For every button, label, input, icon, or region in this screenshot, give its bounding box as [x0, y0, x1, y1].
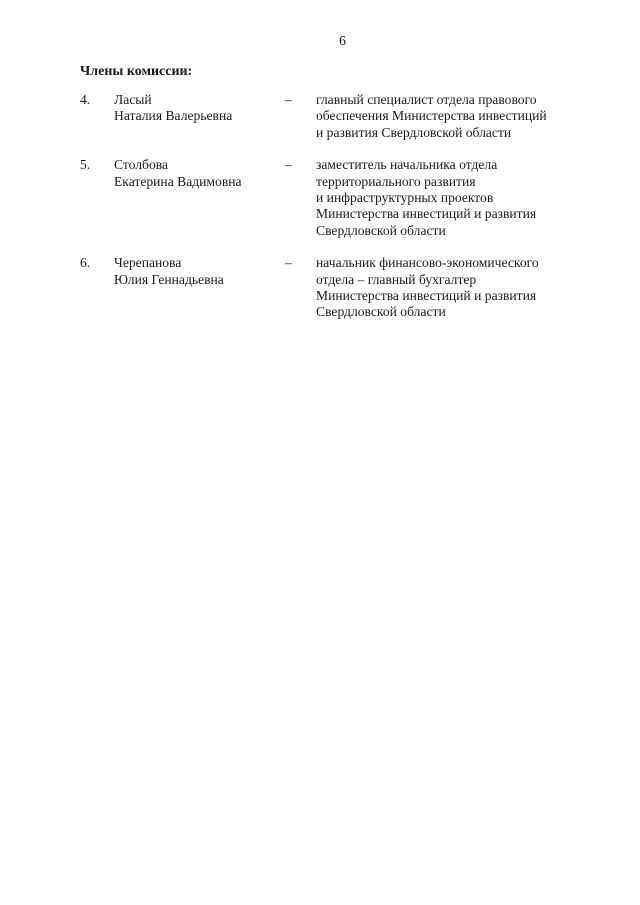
- page-number: 6: [339, 34, 346, 49]
- position-line: Свердловской области: [316, 304, 446, 320]
- position-line: Министерства инвестиций и развития: [316, 206, 537, 222]
- member-given-names: Юлия Геннадьевна: [114, 271, 224, 287]
- position-line: главный специалист отдела правового: [316, 92, 537, 107]
- member-position: [316, 255, 580, 321]
- member-dash: –: [285, 255, 292, 271]
- member-surname: Столбова: [114, 157, 169, 173]
- member-number: 6.: [80, 255, 91, 271]
- member-position: [316, 92, 580, 141]
- position-line: Министерства инвестиций и развития: [316, 288, 537, 304]
- member-dash: –: [285, 92, 292, 107]
- position-line: территориального развития: [316, 173, 476, 189]
- member-number: 4.: [80, 92, 91, 107]
- members-list: [80, 92, 580, 337]
- member-number: 5.: [80, 157, 91, 173]
- member-given-names: Екатерина Вадимовна: [114, 173, 242, 189]
- position-line: Свердловской области: [316, 222, 446, 238]
- member-name: [114, 92, 284, 125]
- position-line: заместитель начальника отдела: [316, 157, 498, 173]
- member-surname: Ласый: [114, 92, 152, 107]
- position-line: и развития Свердловской области: [316, 124, 512, 140]
- member-row: [80, 157, 580, 239]
- member-position: [316, 157, 580, 239]
- position-line: начальник финансово-экономического: [316, 255, 539, 271]
- position-line: отдела – главный бухгалтер: [316, 271, 477, 287]
- section-heading: Члены комиссии:: [80, 64, 193, 79]
- member-dash: –: [285, 157, 292, 173]
- member-row: [80, 255, 580, 321]
- member-name: [114, 255, 284, 288]
- position-line: и инфраструктурных проектов: [316, 190, 494, 206]
- member-given-names: Наталия Валерьевна: [114, 108, 233, 124]
- member-row: [80, 92, 580, 141]
- position-line: обеспечения Министерства инвестиций: [316, 108, 547, 124]
- member-name: [114, 157, 284, 190]
- member-surname: Черепанова: [114, 255, 182, 271]
